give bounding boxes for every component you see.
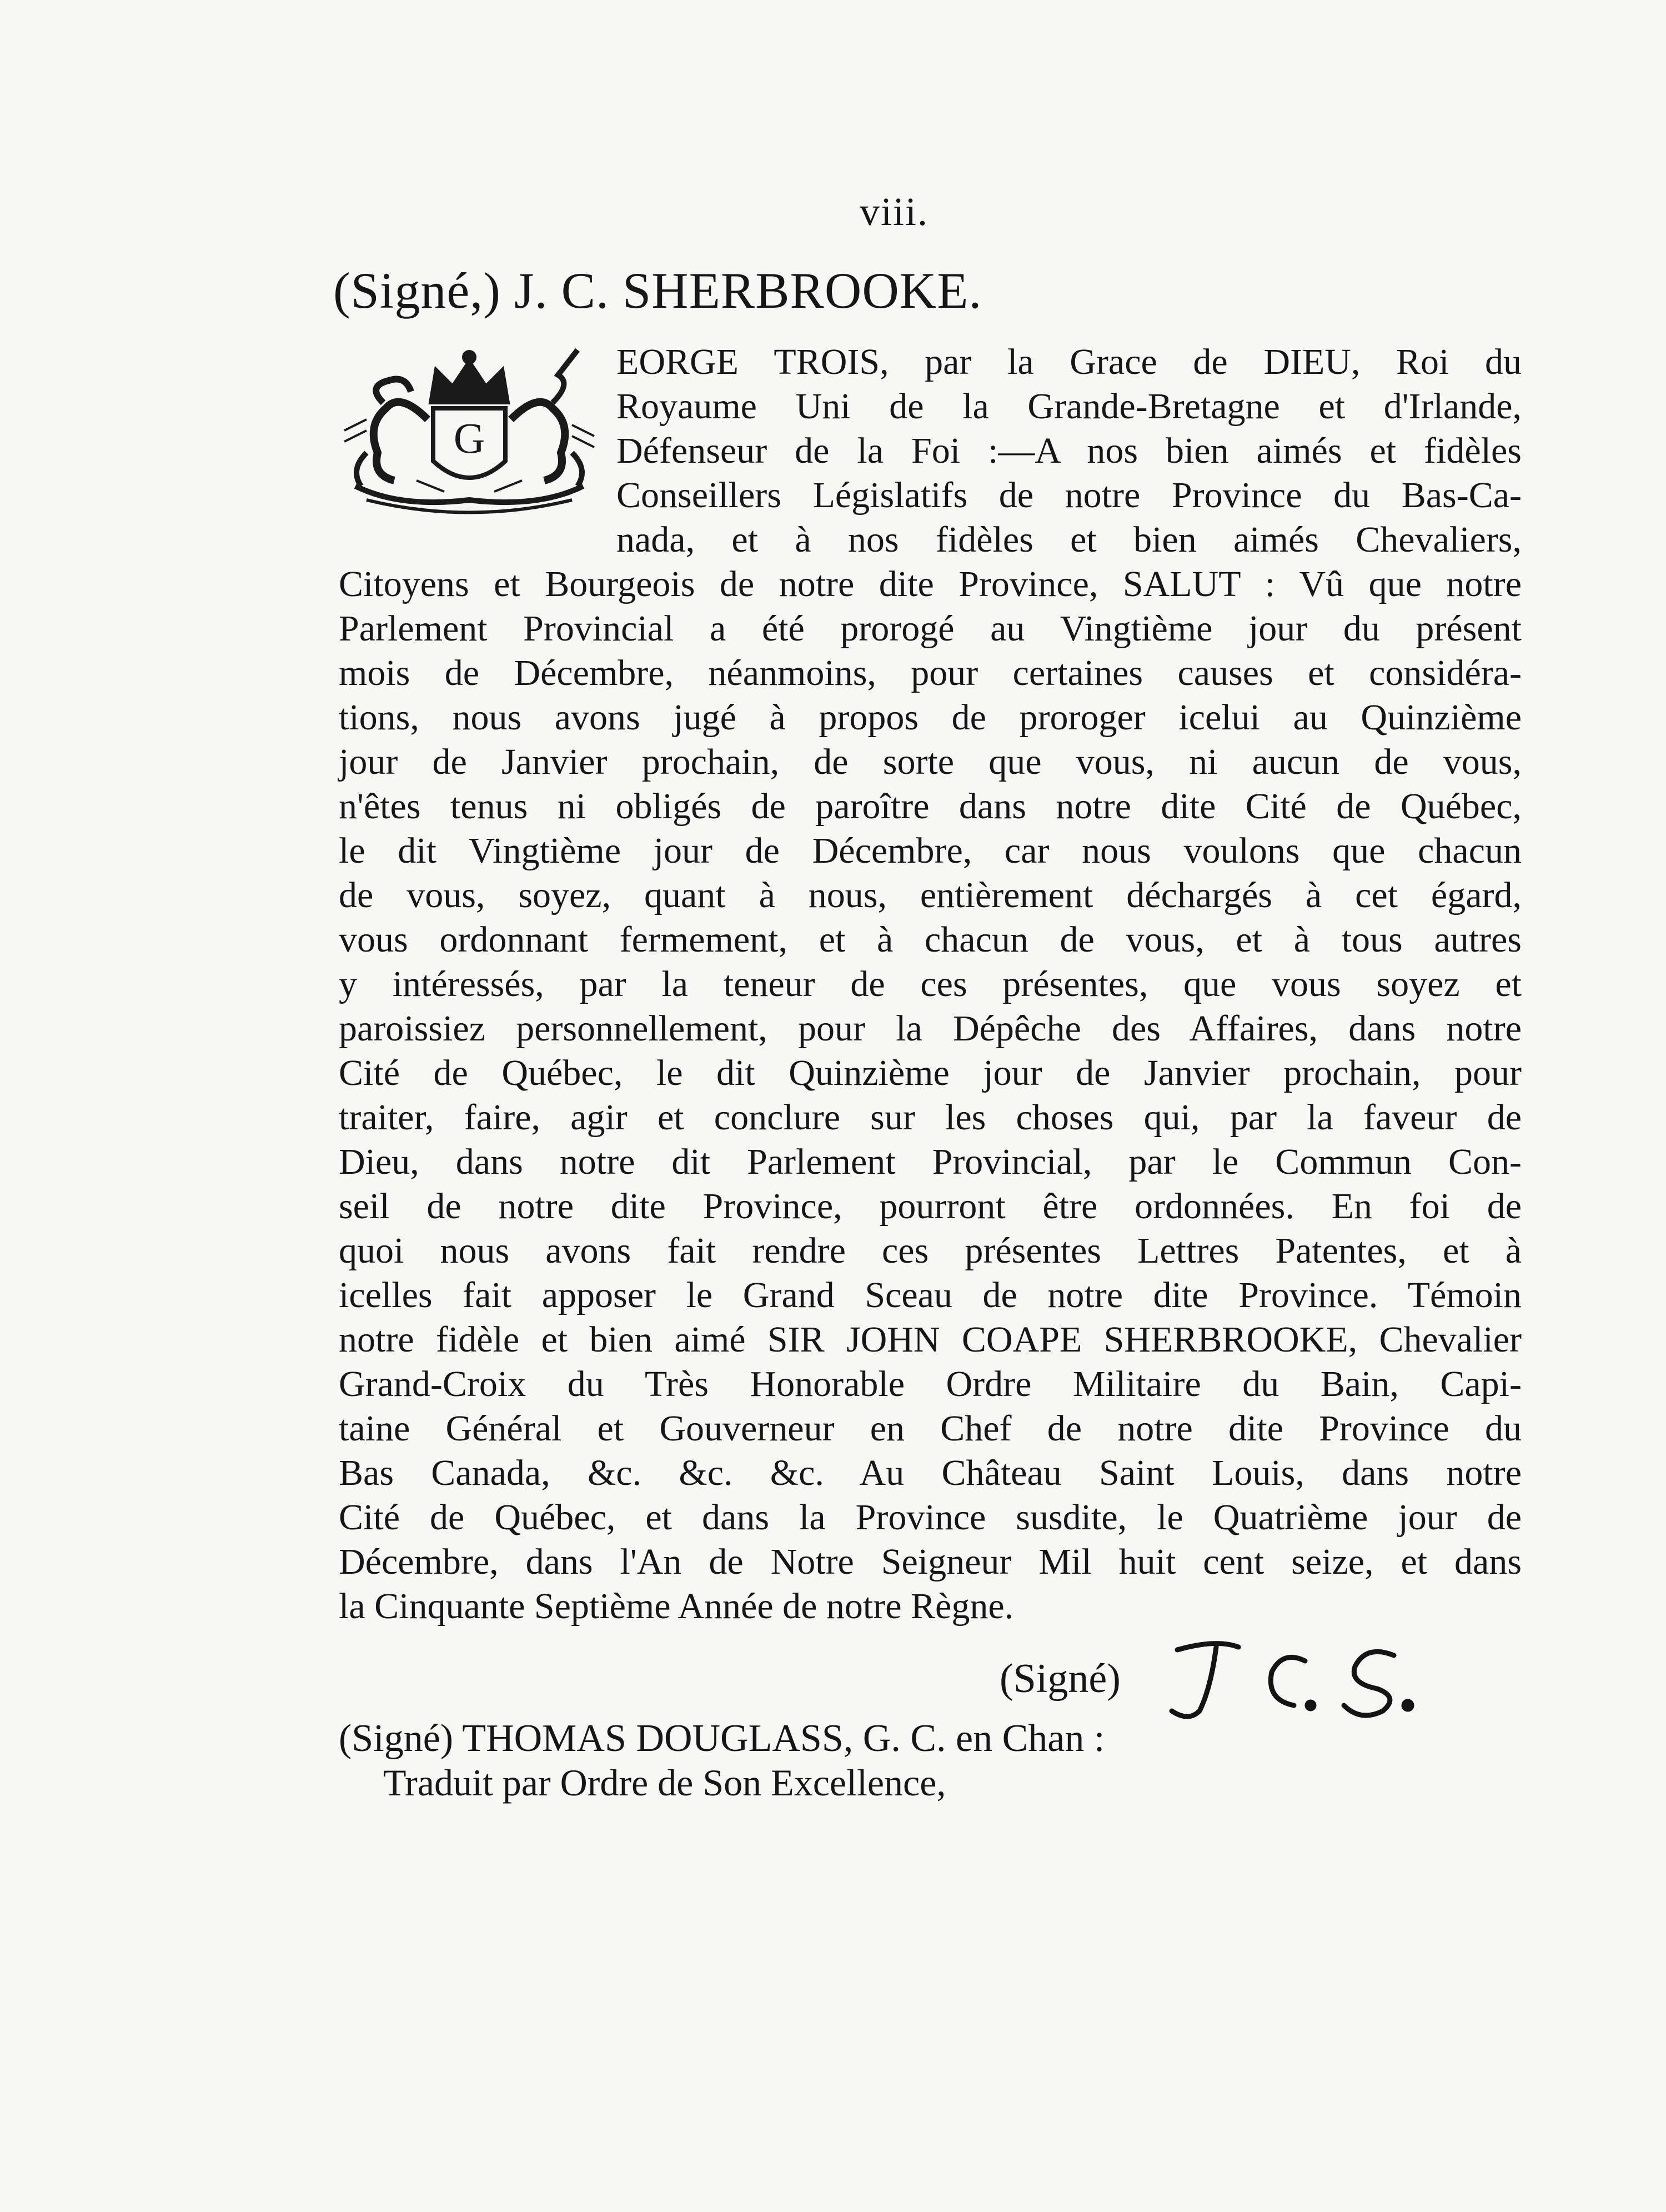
body-line: Dieu, dans notre dit Parlement Provincial, par le Commun Con- xyxy=(339,1142,1522,1182)
body-line: Grand-Croix du Très Honorable Ordre Militaire du Bain, Capi- xyxy=(339,1364,1522,1404)
page-number: viii. xyxy=(859,189,929,234)
body-line: Décembre, dans l'An de Notre Seigneur Mil huit cent seize, et dans xyxy=(339,1542,1522,1582)
body-line: de vous, soyez, quant à nous, entièrement déchargés à cet égard, xyxy=(339,875,1522,915)
body-line: traiter, faire, agir et conclure sur les choses qui, par la faveur de xyxy=(339,1097,1522,1138)
body-line: n'êtes tenus ni obligés de paroître dans notre dite Cité de Québec, xyxy=(339,786,1522,827)
translation-note: Traduit par Ordre de Son Excellence, xyxy=(383,1761,946,1804)
royal-coat-of-arms-icon xyxy=(333,342,605,525)
body-line: taine Général et Gouverneur en Chef de notre dite Province du xyxy=(339,1408,1522,1449)
body-line: Cité de Québec, et dans la Province susdite, le Quatrième jour de xyxy=(339,1497,1522,1538)
signed-label: (Signé) xyxy=(1000,1656,1121,1701)
handwritten-signature-initials xyxy=(1155,1628,1422,1728)
body-line: notre fidèle et bien aimé SIR JOHN COAPE SHERBROOKE, Chevalier xyxy=(339,1319,1522,1360)
body-line: jour de Janvier prochain, de sorte que vous, ni aucun de vous, xyxy=(339,742,1522,782)
body-line: Cité de Québec, le dit Quinzième jour de Janvier prochain, pour xyxy=(339,1053,1522,1093)
body-line: Parlement Provincial a été prorogé au Vingtième jour du présent xyxy=(339,608,1522,649)
body-line: mois de Décembre, néanmoins, pour certaines causes et considéra- xyxy=(339,653,1522,693)
body-line: seil de notre dite Province, pourront être ordonnées. En foi de xyxy=(339,1186,1522,1227)
body-line: y intéressés, par la teneur de ces présentes, que vous soyez et xyxy=(339,964,1522,1004)
body-line: Défenseur de la Foi :—A nos bien aimés et fidèles xyxy=(616,431,1522,471)
secretary-signature-line: (Signé) THOMAS DOUGLASS, G. C. en Chan : xyxy=(339,1717,1105,1760)
body-line: Citoyens et Bourgeois de notre dite Province, SALUT : Vû que notre xyxy=(339,564,1522,604)
signature-line-top: (Signé,) J. C. SHERBROOKE. xyxy=(333,262,982,319)
body-line: la Cinquante Septième Année de notre Règne. xyxy=(339,1586,1014,1627)
body-line: icelles fait apposer le Grand Sceau de notre dite Province. Témoin xyxy=(339,1275,1522,1315)
body-line: vous ordonnant fermement, et à chacun de vous, et à tous autres xyxy=(339,919,1522,960)
body-line: quoi nous avons fait rendre ces présentes Lettres Patentes, et à xyxy=(339,1230,1522,1271)
body-line: EORGE TROIS, par la Grace de DIEU, Roi du xyxy=(616,342,1522,382)
body-line: nada, et à nos fidèles et bien aimés Chevaliers, xyxy=(616,519,1522,560)
body-line: Bas Canada, &c. &c. &c. Au Château Saint Louis, dans notre xyxy=(339,1453,1522,1493)
seal-initial: G xyxy=(453,414,485,462)
body-line: Conseillers Législatifs de notre Province du Bas-Ca- xyxy=(616,475,1522,516)
body-line: le dit Vingtième jour de Décembre, car nous voulons que chacun xyxy=(339,830,1522,871)
body-line: tions, nous avons jugé à propos de proroger icelui au Quinzième xyxy=(339,697,1522,738)
body-line: Royaume Uni de la Grande-Bretagne et d'Irlande, xyxy=(616,386,1522,427)
body-line: paroissiez personnellement, pour la Dépêche des Affaires, dans notre xyxy=(339,1008,1522,1049)
